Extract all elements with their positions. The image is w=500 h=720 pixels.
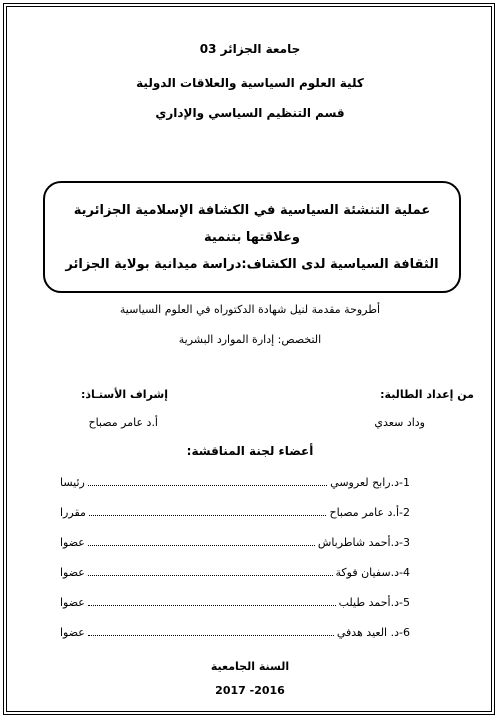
member-name: د.رابح لعروسي	[330, 476, 400, 489]
committee-member	[60, 626, 410, 644]
dotted-leader	[88, 566, 333, 576]
committee-member	[60, 506, 410, 524]
member-name: د.أحمد شاطرباش	[317, 536, 400, 549]
supervisor-label: إشراف الأستـاذ:	[80, 388, 168, 401]
supervisor-name: أ.د عامر مصباح	[88, 416, 158, 429]
member-role: عضوا	[60, 596, 85, 609]
committee-member	[60, 566, 410, 584]
thesis-description: أطروحة مقدمة لنيل شهادة الدكتوراه في العلوم السياسية	[119, 303, 381, 316]
dotted-leader	[88, 626, 334, 636]
member-name: د. العيد هدفي	[336, 626, 400, 639]
member-number: 3-	[399, 536, 410, 549]
dotted-leader	[88, 536, 315, 546]
thesis-title-box	[43, 181, 461, 293]
member-role: عضوا	[60, 626, 85, 639]
department-name: قسم التنظيم السياسي والإداري	[155, 106, 345, 120]
member-number: 4-	[399, 566, 410, 579]
member-number: 1-	[399, 476, 410, 489]
committee-member	[60, 536, 410, 554]
committee-member	[60, 476, 410, 494]
member-number: 2-	[399, 506, 410, 519]
member-name: د.سفيان فوكة	[335, 566, 400, 579]
student-name: وداد سعدي	[374, 416, 425, 429]
dotted-leader	[88, 476, 327, 486]
dotted-leader	[89, 506, 327, 516]
member-name: د.أحمد طيلب	[338, 596, 400, 609]
committee-title: أعضاء لجنة المناقشة:	[186, 444, 314, 458]
member-name: أ.د عامر مصباح	[329, 506, 400, 519]
faculty-name: كلية العلوم السياسية والعلاقات الدولية	[136, 76, 364, 90]
specialization: التخصص: إدارة الموارد البشرية	[178, 333, 322, 346]
thesis-title-line-2: الثقافة السياسية لدى الكشاف:دراسة ميدانية بولاية الجزائر	[65, 256, 439, 272]
dotted-leader	[88, 596, 336, 606]
student-label: من إعداد الطالبة:	[380, 388, 474, 401]
member-role: مقررا	[60, 506, 86, 519]
academic-year-label: السنة الجامعية	[210, 660, 290, 673]
committee-member	[60, 596, 410, 614]
thesis-title-line-1: عملية التنشئة السياسية في الكشافة الإسلامية الجزائرية وعلاقتها بتنمية	[73, 202, 431, 245]
member-number: 6-	[399, 626, 410, 639]
member-role: عضوا	[60, 566, 85, 579]
member-number: 5-	[399, 596, 410, 609]
member-role: عضوا	[60, 536, 85, 549]
member-role: رئيسا	[60, 476, 85, 489]
academic-year: 2016- 2017	[215, 684, 285, 697]
thesis-title	[45, 197, 459, 278]
university-name: جامعة الجزائر 03	[199, 42, 301, 56]
